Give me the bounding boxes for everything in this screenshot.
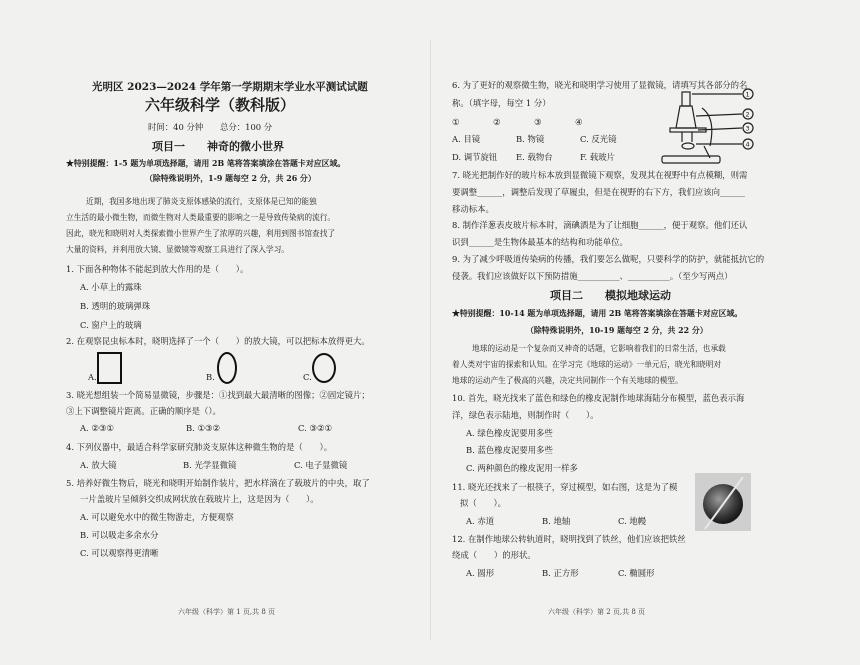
intro-line: 地球的运动是一个复杂而又神奇的话题，它影响着我们的日常生活，也承载 xyxy=(472,344,726,353)
q11-stem-2: 拟（ ）。 xyxy=(460,498,507,508)
q7-stem-3: 移动标本。 xyxy=(452,204,494,214)
q3-option-a: A. ②③① xyxy=(80,423,114,433)
grade-title: 六年级科学（教科版） xyxy=(145,96,296,114)
q2-stem: 2. 在观察昆虫标本时，晓明选择了一个（ ）的放大镜，可以把标本放得更大。 xyxy=(66,336,370,346)
q10-option-a: A. 绿色橡皮泥要用多些 xyxy=(466,428,553,438)
q4-option-c: C. 电子显微镜 xyxy=(294,460,348,470)
page-footer-right: 六年级（科学）第 2 页,共 8 页 xyxy=(548,608,646,616)
q7-stem-2: 要调整______，调整后发现了草履虫，但是在视野的右下方，我们应该向______ xyxy=(452,187,746,197)
q5-option-b: B. 可以吸走多余水分 xyxy=(80,530,159,540)
q6-option-c: C. 反光镜 xyxy=(580,134,617,144)
q6-option-e: E. 载物台 xyxy=(516,152,553,162)
intro-line: 大量的资料，并利用放大镜、显微镜等观察工具进行了深入学习。 xyxy=(66,245,289,254)
q9-stem: 9. 为了减少呼吸道传染病的传播，我们要怎么做呢，只要科学的防护，就能抵抗它的 xyxy=(452,254,765,264)
q4-option-b: B. 光学显微镜 xyxy=(183,460,237,470)
q5-stem-2: 一片盖玻片呈倾斜交织成网状放在载玻片上，这是因为（ ）。 xyxy=(80,494,319,504)
svg-text:3: 3 xyxy=(745,124,750,133)
intro-line: 因此，晓光和晓明对人类探索微小世界产生了浓厚的兴趣，利用到图书馆查找了 xyxy=(66,229,336,238)
q1-option-c: C. 窗户上的玻璃 xyxy=(80,320,142,330)
intro-line: 着人类对宇宙的探索和认知。在学习完《地球的运动》一单元后，晓光和晓明对 xyxy=(452,360,722,369)
q5-option-a: A. 可以避免水中的微生物游走，方便观察 xyxy=(80,512,234,522)
q5-option-c: C. 可以观察得更清晰 xyxy=(80,548,159,558)
q6-option-a: A. 目镜 xyxy=(452,134,481,144)
q7-stem: 7. 晓光把制作好的玻片标本放到显微镜下观察，发现其在视野中有点模糊，则需 xyxy=(452,170,748,180)
right-page xyxy=(430,0,860,665)
q12-option-b: B. 正方形 xyxy=(542,568,579,578)
svg-text:1: 1 xyxy=(745,90,750,99)
tip1: ★特别提醒：1-5 题为单项选择题，请用 2B 笔将答案填涂在答题卡对应区域。 xyxy=(66,159,346,168)
intro-line: 立生活的最小微生物，而微生物对人类最重要的影响之一是导致传染病的流行。 xyxy=(66,213,336,222)
intro-line: 地球的运动产生了极高的兴趣，决定共同制作一个有关地球的模型。 xyxy=(452,376,683,385)
intro-line: 近期，我国多地出现了肺炎支原体感染的流行，支原体是已知的能独 xyxy=(86,197,317,206)
q12-stem: 12. 在制作地球公转轨道时，晓明找到了铁丝，他们应该把铁丝 xyxy=(452,534,686,544)
q8-stem: 8. 制作洋葱表皮玻片标本时，滴碘酒是为了让细胞______，便于观察。他们还认 xyxy=(452,220,748,230)
q3-stem: 3. 晓光想组装一个简易显微镜，步骤是：①找到最大最清晰的图像；②固定镜片； xyxy=(66,390,370,400)
q6-option-d: D. 调节旋钮 xyxy=(452,152,498,162)
q6-option-b: B. 物镜 xyxy=(516,134,545,144)
q9-stem-2: 侵袭。我们应该做好以下预防措施__________、__________。（至少写两点） xyxy=(452,271,733,281)
oval-lens-icon xyxy=(312,353,336,383)
tip2-score: （除特殊说明外，10-19 题每空 2 分，共 22 分） xyxy=(526,326,708,335)
q2-option-c: C. xyxy=(303,372,312,382)
q12-option-a: A. 圆形 xyxy=(466,568,495,578)
q2-option-b: B. xyxy=(206,372,215,382)
q10-stem: 10. 首先，晓光找来了蓝色和绿色的橡皮泥制作地球海陆分布模型，蓝色表示海 xyxy=(452,393,745,403)
q12-stem-2: 绕成（ ）的形状。 xyxy=(452,550,536,560)
svg-text:4: 4 xyxy=(745,140,750,149)
rectangle-lens-icon xyxy=(97,352,122,384)
project1-title: 项目一 神奇的微小世界 xyxy=(152,140,284,153)
tip1-score: （除特殊说明外，1-9 题每空 2 分，共 26 分） xyxy=(145,174,316,183)
q11-option-a: A. 赤道 xyxy=(466,516,495,526)
exam-score: 总分：100 分 xyxy=(220,122,273,132)
exam-time: 时间：40 分钟 xyxy=(148,122,204,132)
q11-option-c: C. 地幔 xyxy=(618,516,647,526)
q10-option-b: B. 蓝色橡皮泥要用多些 xyxy=(466,445,553,455)
q5-stem: 5. 培养好微生物后，晓光和晓明开始制作装片，把水样滴在了载玻片的中央，取了 xyxy=(66,478,370,488)
q1-option-a: A. 小草上的露珠 xyxy=(80,282,142,292)
q11-option-b: B. 地轴 xyxy=(542,516,571,526)
q4-option-a: A. 放大镜 xyxy=(80,460,117,470)
exam-title: 光明区 2023—2024 学年第一学期期末学业水平测试试题 xyxy=(92,81,368,93)
microscope-icon xyxy=(652,88,772,166)
q8-stem-2: 识到______是生物体最基本的结构和功能单位。 xyxy=(452,237,628,247)
q6-stem-2: 称。（填字母，每空 1 分） xyxy=(452,98,551,108)
q6-option-f: F. 载玻片 xyxy=(580,152,615,162)
q4-stem: 4. 下列仪器中，最适合科学家研究肺炎支原体这种微生物的是（ ）。 xyxy=(66,442,333,452)
q11-stem: 11. 晓光还找来了一根筷子，穿过模型，如右图，这是为了模 xyxy=(452,482,678,492)
q3-option-b: B. ①③② xyxy=(186,423,221,433)
q3-option-c: C. ③②① xyxy=(298,423,332,433)
q6-stem: 6. 为了更好的观察微生物，晓光和晓明学习使用了显微镜，请填写其各部分的名 xyxy=(452,80,748,90)
globe-model-photo xyxy=(695,473,751,531)
q10-stem-2: 洋，绿色表示陆地，则制作时（ ）。 xyxy=(452,410,599,420)
tall-oval-lens-icon xyxy=(217,352,237,384)
page-footer-left: 六年级（科学）第 1 页,共 8 页 xyxy=(178,608,276,616)
q12-option-c: C. 椭圆形 xyxy=(618,568,655,578)
project2-title: 项目二 模拟地球运动 xyxy=(550,289,671,302)
q10-option-c: C. 两种颜色的橡皮泥用一样多 xyxy=(466,463,578,473)
q1-option-b: B. 透明的玻璃弹珠 xyxy=(80,301,151,311)
q6-blanks: ① ② ③ ④ xyxy=(452,117,583,127)
q1-stem: 1. 下面各种物体不能起到放大作用的是（ ）。 xyxy=(66,264,249,274)
q2-option-a: A. xyxy=(88,372,97,382)
tip2: ★特别提醒：10-14 题为单项选择题，请用 2B 笔将答案填涂在答题卡对应区域。 xyxy=(452,309,743,318)
q3-stem-2: ③上下调整镜片距离。正确的顺序是（）。 xyxy=(66,406,221,416)
svg-text:2: 2 xyxy=(745,110,750,119)
